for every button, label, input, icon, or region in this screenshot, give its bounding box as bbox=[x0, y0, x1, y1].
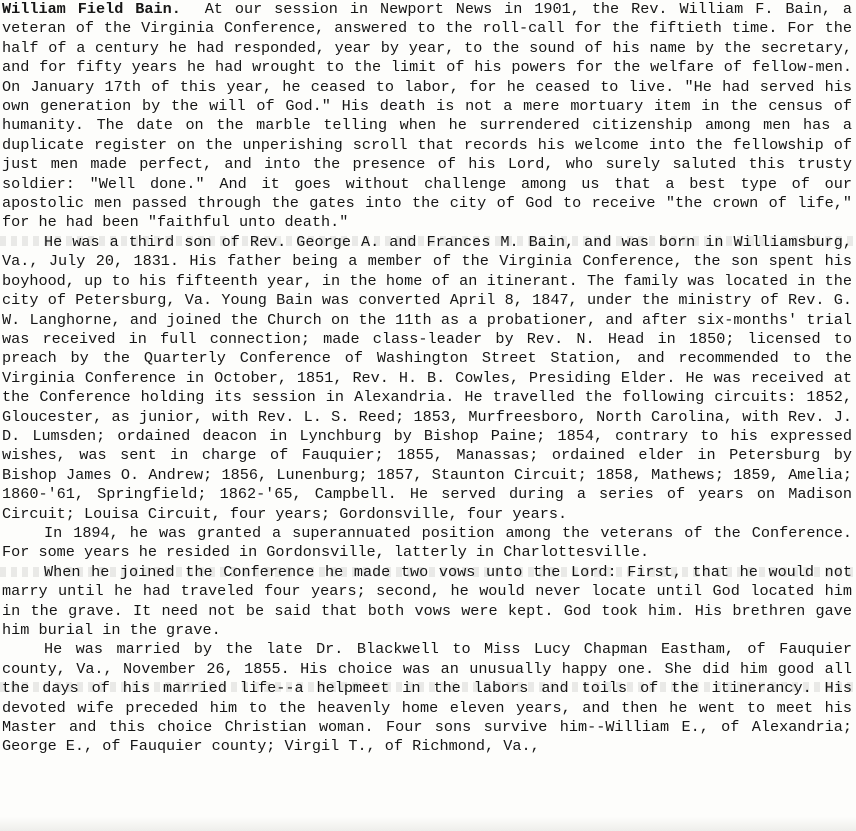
paragraph-intro bbox=[2, 0, 852, 233]
memoir-text bbox=[2, 0, 852, 757]
page-bottom-edge bbox=[0, 817, 856, 831]
subject-name: William Field Bain. bbox=[2, 0, 181, 18]
paragraph-vows: When he joined the Conference he made two vows unto the Lord: First, that he would not marry until he had traveled four years; second, he would never locate until God located him in the grave. It need not be said that both vows were kept. God took him. His brethren gave him burial in the grave. bbox=[2, 562, 852, 639]
paragraph-biography: He was a third son of Rev. George A. and Frances M. Bain, and was born in Williamsburg, Va., July 20, 1831. His father being a member of the Virginia Conference, the son spent his boyhood, up to his fifteenth year, in the home of an itinerant. The family was located in the city of Petersburg, Va. Young Bain was converted April 8, 1847, under the ministry of Rev. G. W. Langhorne, and joined the Church on the 11th as a probationer, and after six-months' trial was received in full connection; made class-leader by Rev. N. Head in 1850; licensed to preach by the Quarterly Conference of Washington Street Station, and recommended to the Virginia Conference in October, 1851, Rev. H. B. Cowles, Presiding Elder. He was received at the Conference holding its session in Alexandria. He travelled the following circuits: 1852, Gloucester, as junior, with Rev. L. S. Reed; 1853, Murfreesboro, North Carolina, with Rev. J. D. Lumsden; ordained deacon in Lynchburg by Bishop Paine; 1854, contrary to his expressed wishes, was sent in charge of Fauquier; 1855, Manassas; ordained elder in Petersburg by Bishop James O. Andrew; 1856, Lunenburg; 1857, Staunton Circuit; 1858, Mathews; 1859, Amelia; 1860-'61, Springfield; 1862-'65, Campbell. He served during a series of years on Madison Circuit; Louisa Circuit, four years; Gordonsville, four years. bbox=[2, 232, 852, 523]
paragraph-superannuation: In 1894, he was granted a superannuated position among the veterans of the Conference. For some years he resided in Gordonsville, latterly in Charlottesville. bbox=[2, 523, 852, 562]
paragraph-intro-text: At our session in Newport News in 1901, the Rev. William F. Bain, a veteran of the Virginia Conference, answered to the roll-call for the fiftieth time. For the half of a century he had responded, year by year, to the sound of his name by the secretary, and for fifty years he had wrought to the limit of his powers for the welfare of fellow-men. On January 17th of this year, he ceased to labor, for he ceased to live. "He had served his own generation by the will of God." His death is not a mere mortuary item in the census of humanity. The date on the marble telling when he surrendered citizenship among men has a duplicate register on the unperishing scroll that records his welcome into the fellowship of just men made perfect, and into the presence of his Lord, who surely saluted this trusty soldier: "Well done." And it goes without challenge among us that a best type of our apostolic men passed through the gates into the city of God to receive "the crown of life," for he had been "faithful unto death." bbox=[2, 0, 852, 232]
paragraph-marriage: He was married by the late Dr. Blackwell to Miss Lucy Chapman Eastham, of Fauquier county, Va., November 26, 1855. His choice was an unusually happy one. She did him good all the days of his married life--a helpmeet in the labors and toils of the itinerancy. His devoted wife preceded him to the heavenly home eleven years, and then he went to meet his Master and this choice Christian woman. Four sons survive him--William E., of Alexandria; George E., of Fauquier county; Virgil T., of Richmond, Va., bbox=[2, 640, 852, 756]
